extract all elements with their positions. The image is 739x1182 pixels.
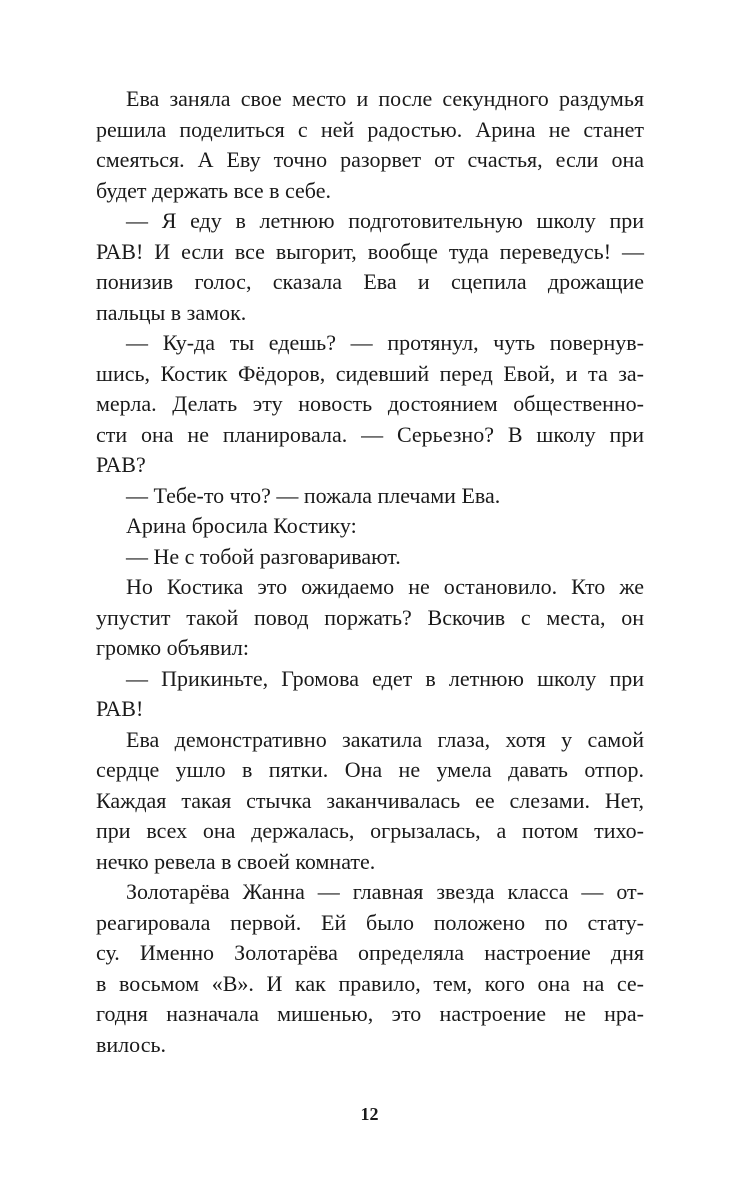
paragraph: [96, 664, 644, 725]
body-text: [96, 84, 644, 1060]
text-line: — Я еду в летнюю подготовительную школу при: [126, 208, 644, 233]
text-line: будет держать все в себе.: [96, 177, 331, 203]
text-line: реагировала первой. Ей было положено по стату-: [96, 909, 644, 935]
text-line: — Не с тобой разговаривают.: [126, 543, 401, 569]
text-line: пальцы в замок.: [96, 299, 247, 325]
text-line: су. Именно Золотарёва определяла настроение дня: [96, 940, 644, 965]
text-line: при всех она держалась, огрызалась, а потом тихо-: [96, 818, 644, 843]
text-line: решила поделиться с ней радостью. Арина не станет: [96, 116, 644, 142]
text-line: — Прикиньте, Громова едет в летнюю школу при: [126, 665, 644, 691]
paragraph: [96, 481, 644, 512]
text-line: — Ку-да ты едешь? — протянул, чуть повернув-: [126, 330, 644, 355]
paragraph: [96, 572, 644, 664]
text-line: нечко ревела в своей комнате.: [96, 848, 376, 874]
text-line: Но Костика это ожидаемо не остановило. Кто же: [126, 574, 644, 599]
text-line: громко объявил:: [96, 635, 249, 660]
text-line: РАВ!: [96, 696, 144, 721]
text-line: смеяться. А Еву точно разорвет от счастья, если она: [96, 147, 644, 172]
text-line: сти она не планировала. — Серьезно? В школу при: [96, 421, 644, 447]
text-line: Золотарёва Жанна — главная звезда класса — от-: [126, 879, 644, 904]
text-line: сердце ушло в пятки. Она не умела давать отпор.: [96, 757, 644, 782]
paragraph: [96, 877, 644, 1060]
text-line: Арина бросила Костику:: [126, 513, 357, 538]
text-line: упустит такой повод поржать? Вскочив с места, он: [96, 604, 644, 630]
text-line: годня назначала мишенью, это настроение не нра-: [96, 1001, 644, 1026]
text-line: шись, Костик Фёдоров, сидевший перед Евой, и та за-: [96, 360, 644, 386]
text-line: РАВ! И если все выгорит, вообще туда переведусь! —: [96, 238, 644, 264]
paragraph: [96, 542, 644, 573]
paragraph: [96, 206, 644, 328]
paragraph: [96, 725, 644, 878]
text-line: вилось.: [96, 1031, 166, 1057]
text-line: — Тебе-то что? — пожала плечами Ева.: [126, 482, 501, 508]
text-line: Ева демонстративно закатила глаза, хотя у самой: [126, 726, 644, 752]
text-line: РАВ?: [96, 452, 146, 477]
text-line: Каждая такая стычка заканчивалась ее слезами. Нет,: [96, 787, 644, 813]
text-line: понизив голос, сказала Ева и сцепила дрожащие: [96, 269, 644, 294]
paragraph: [96, 84, 644, 206]
page-number: 12: [360, 1104, 379, 1124]
paragraph: [96, 511, 644, 542]
paragraph: [96, 328, 644, 481]
text-line: мерла. Делать эту новость достоянием общественно-: [96, 391, 644, 416]
text-line: в восьмом «В». И как правило, тем, кого она на се-: [96, 970, 644, 996]
text-line: Ева заняла свое место и после секундного раздумья: [126, 86, 644, 111]
